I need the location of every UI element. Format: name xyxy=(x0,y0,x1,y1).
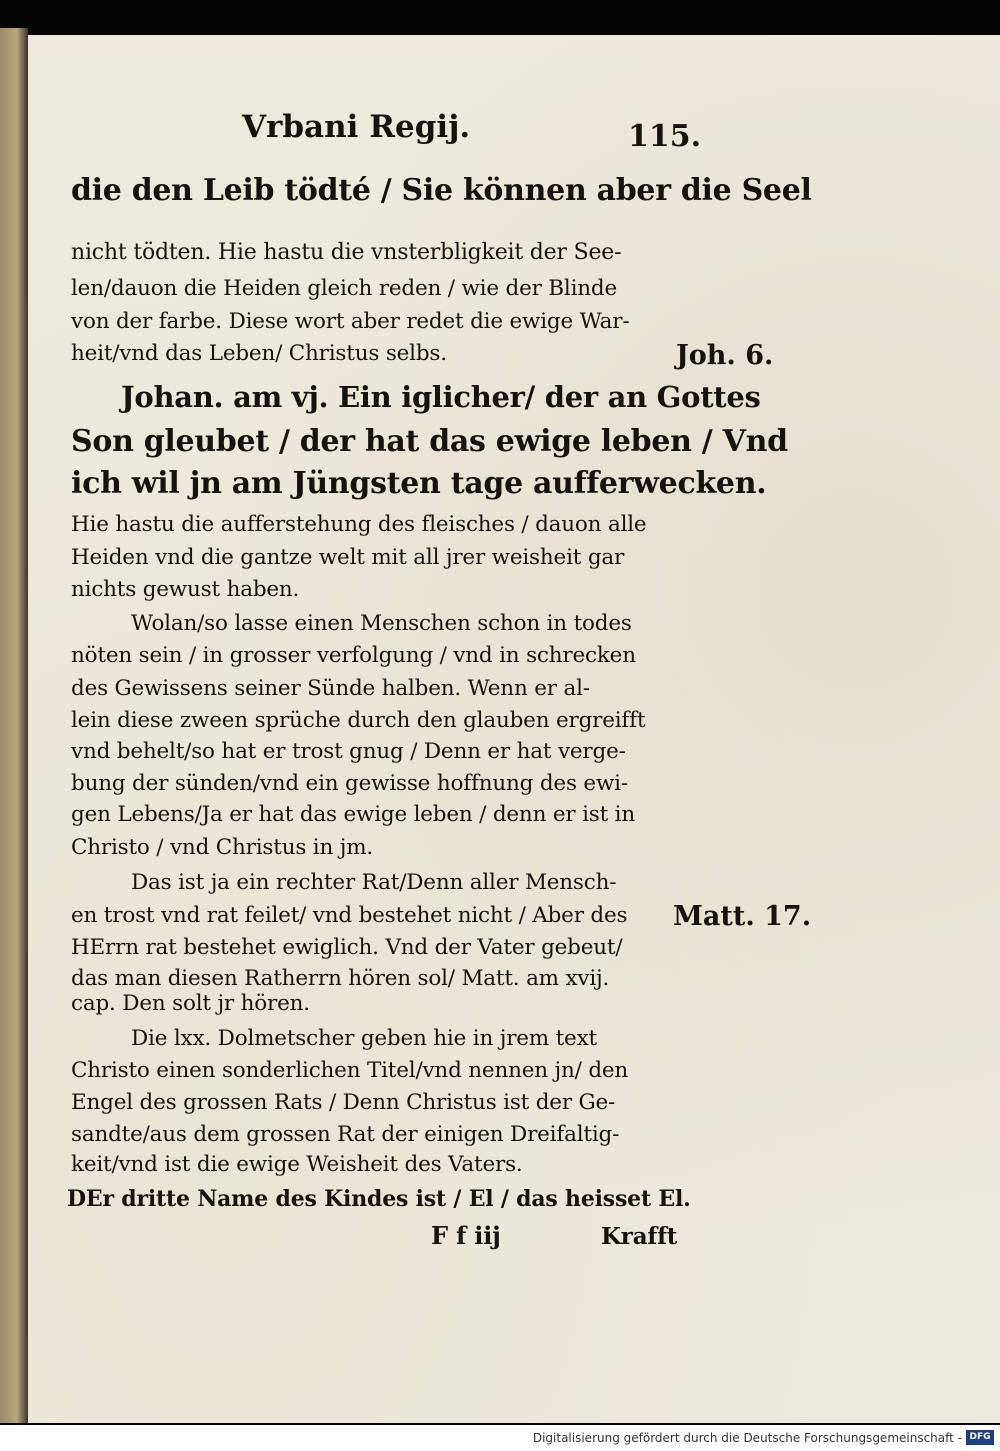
text-line-21: en trost vnd rat feilet/ vnd bestehet nicht / Aber des xyxy=(71,903,628,928)
footer-credit: Digitalisierung gefördert durch die Deutsche Forschungsgemeinschaft - xyxy=(532,1431,962,1445)
signature-mark: F f iij xyxy=(431,1221,501,1250)
text-line-19: Christo / vnd Christus in jm. xyxy=(71,835,374,860)
margin-note-matt: Matt. 17. xyxy=(673,901,812,932)
text-line-6: Johan. am vj. Ein iglicher/ der an Gottes xyxy=(121,380,761,414)
text-line-7: Son gleubet / der hat das ewige leben / Vnd xyxy=(71,424,788,459)
text-line-3: len/dauon die Heiden gleich reden / wie der Blinde xyxy=(71,276,617,301)
text-line-18: gen Lebens/Ja er hat das ewige leben / denn er ist in xyxy=(71,802,636,827)
text-line-17: bung der sünden/vnd ein gewisse hoffnung des ewi- xyxy=(71,771,628,796)
text-line-24: cap. Den solt jr hören. xyxy=(71,991,310,1016)
text-line-11: nichts gewust haben. xyxy=(71,577,300,602)
dfg-logo-icon: DFG xyxy=(966,1430,994,1445)
page-number: 115. xyxy=(628,119,702,154)
text-line-25: Die lxx. Dolmetscher geben hie in jrem text xyxy=(131,1026,597,1051)
text-line-16: vnd behelt/so hat er trost gnug / Denn er hat verge- xyxy=(71,739,626,764)
running-title: Vrbani Regij. xyxy=(242,109,471,145)
text-line-15: lein diese zween sprüche durch den glauben ergreifft xyxy=(71,708,646,733)
text-line-30: DEr dritte Name des Kindes ist / El / das heisset El. xyxy=(67,1186,691,1212)
text-line-9: Hie hastu die aufferstehung des fleisches / dauon alle xyxy=(71,512,647,537)
text-line-26: Christo einen sonderlichen Titel/vnd nennen jn/ den xyxy=(71,1058,629,1083)
text-line-1: die den Leib tödté / Sie können aber die Seel xyxy=(71,173,812,208)
catchword: Krafft xyxy=(601,1223,678,1250)
text-line-27: Engel des grossen Rats / Denn Christus ist der Ge- xyxy=(71,1090,616,1115)
text-line-23: das man diesen Ratherrn hören sol/ Matt. am xvij. xyxy=(71,966,610,991)
text-line-22: HErrn rat bestehet ewiglich. Vnd der Vater gebeut/ xyxy=(71,935,623,960)
text-line-14: des Gewissens seiner Sünde halben. Wenn er al- xyxy=(71,676,590,701)
margin-note-joh: Joh. 6. xyxy=(676,340,774,371)
text-line-8: ich wil jn am Jüngsten tage aufferwecken. xyxy=(71,466,767,501)
text-line-29: keit/vnd ist die ewige Weisheit des Vaters. xyxy=(71,1152,523,1177)
text-line-28: sandte/aus dem grossen Rat der einigen Dreifaltig- xyxy=(71,1122,620,1147)
text-line-12: Wolan/so lasse einen Menschen schon in todes xyxy=(131,611,632,636)
text-line-20: Das ist ja ein rechter Rat/Denn aller Mensch- xyxy=(131,870,617,895)
text-line-10: Heiden vnd die gantze welt mit all jrer weisheit gar xyxy=(71,545,625,570)
text-line-2: nicht tödten. Hie hastu die vnsterbligkeit der See- xyxy=(71,240,622,265)
text-line-4: von der farbe. Diese wort aber redet die ewige War- xyxy=(71,309,630,334)
text-line-5: heit/vnd das Leben/ Christus selbs. xyxy=(71,341,447,366)
page-edge-strip xyxy=(0,28,28,1423)
book-page xyxy=(28,35,1000,1423)
text-line-13: nöten sein / in grosser verfolgung / vnd in schrecken xyxy=(71,643,636,668)
footer-bar xyxy=(0,1425,1000,1451)
